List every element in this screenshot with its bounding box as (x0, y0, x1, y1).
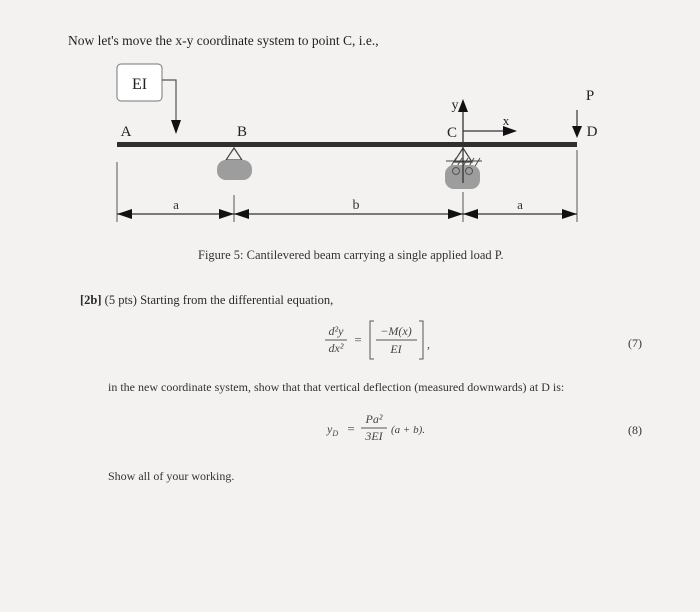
beam (117, 142, 577, 147)
point-b-label: B (236, 124, 248, 140)
question-heading (80, 293, 333, 308)
dimension-a1-label: a (173, 197, 179, 212)
load-p-label: P (585, 88, 595, 104)
eq8-lhs-symbol: y (327, 422, 333, 436)
eq8-lhs-subscript: D (332, 429, 339, 438)
support-b-roller (217, 160, 252, 180)
y-axis-label: y (451, 98, 459, 113)
equation-7-number: (7) (628, 336, 642, 350)
eq8-equals: = (347, 421, 355, 436)
question-prompt: Starting from the differential equation, (140, 293, 334, 307)
dimension-b-label: b (352, 198, 360, 213)
ei-pointer-line (162, 80, 176, 122)
question-id: [2b] (80, 293, 102, 307)
point-d-label: D (586, 124, 598, 140)
question-lead: in the new coordinate system, show that that vertical deflection (measured downwards) at D is: (108, 380, 565, 394)
ei-pointer-arrowhead (171, 120, 181, 134)
eq7-rhs-numerator: −M(x) (380, 324, 412, 338)
working-instruction: Show all of your working. (108, 469, 235, 483)
support-b-pin (226, 148, 242, 160)
equation-8 (325, 408, 455, 448)
question-points: (5 pts) (104, 293, 137, 307)
intro-text: Now let's move the x-y coordinate system to point C, i.e., (68, 33, 379, 48)
eq8-lhs (326, 422, 338, 438)
eq7-right-bracket (419, 321, 423, 359)
eq7-lhs-numerator: d²y (328, 324, 344, 338)
point-a-label: A (120, 124, 132, 140)
eq7-left-bracket (370, 321, 374, 359)
y-axis-arrowhead (458, 99, 468, 112)
figure-caption: Figure 5: Cantilevered beam carrying a single applied load P. (198, 248, 504, 262)
eq8-denominator: 3EI (365, 429, 383, 443)
eq7-rhs-denominator: EI (390, 342, 402, 356)
equation-7 (320, 318, 470, 364)
point-c-label: C (446, 125, 458, 141)
eq7-trailing-comma: , (427, 337, 430, 351)
x-axis-label: x (502, 113, 510, 128)
eq8-numerator: Pa² (365, 412, 383, 426)
ei-label: EI (131, 76, 148, 93)
eq7-lhs-denominator: dx² (328, 341, 344, 355)
eq7-equals: = (354, 332, 362, 347)
eq8-tail: (a + b). (391, 424, 425, 436)
load-p-arrowhead (572, 126, 582, 138)
dimension-extension-lines (117, 150, 577, 222)
equation-8-number: (8) (628, 423, 642, 437)
dimension-a2-label: a (517, 197, 523, 212)
